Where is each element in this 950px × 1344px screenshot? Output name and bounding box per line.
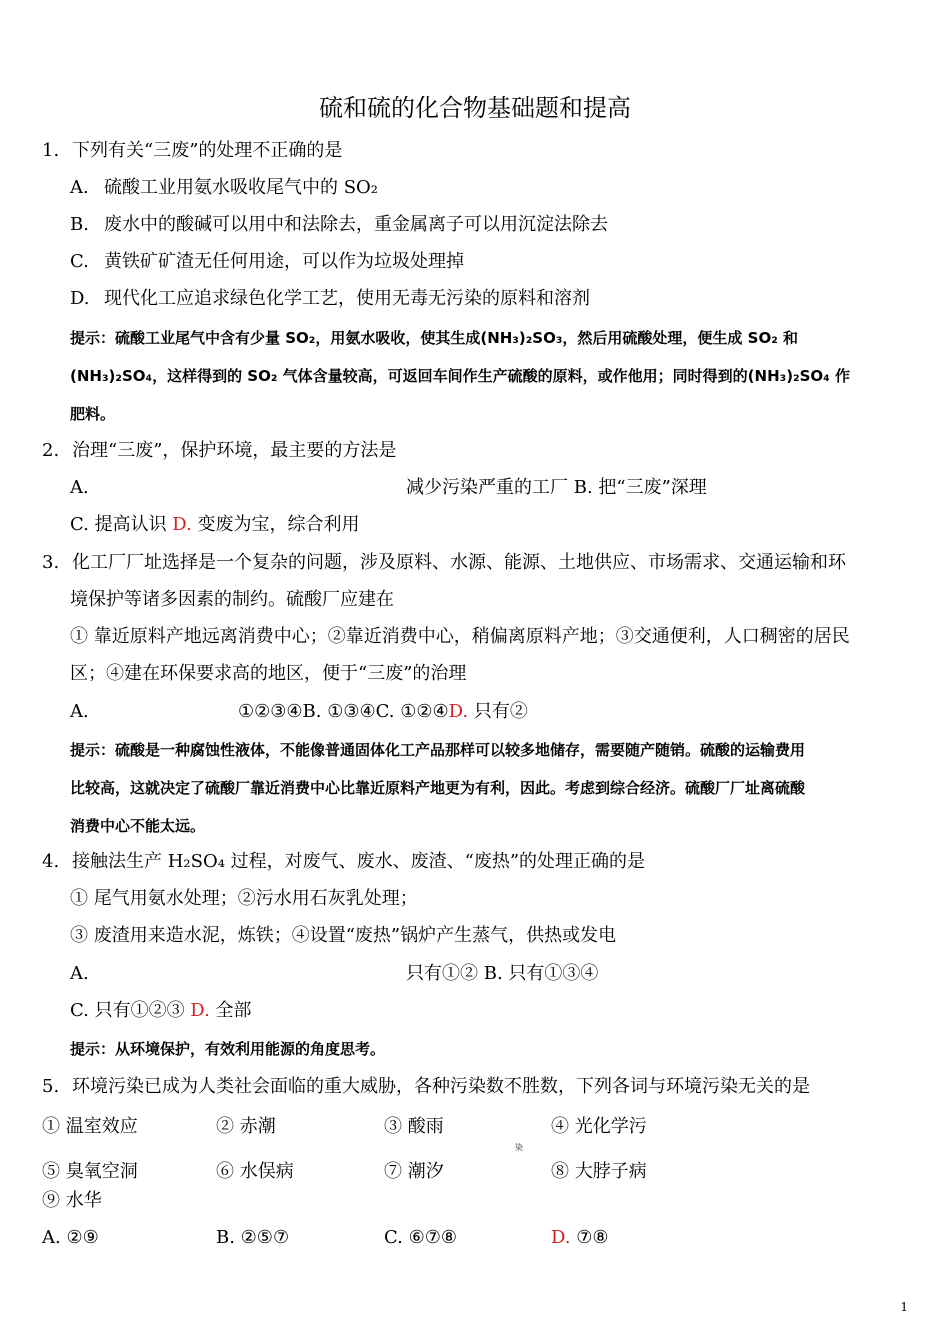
q1-hint: 提示：硫酸工业尾气中含有少量 SO₂，用氨水吸收，使其生成(NH₃)₂SO₃，然后用硫酸处理，便生成 SO₂ 和 (NH₃)₂SO₄，这样得到的 SO₂ 气体含量较高，可返回车间作生产硫酸的原料，或作他用；同时得到的(NH₃)₂SO₄ 作 肥料。 bbox=[70, 329, 850, 423]
q1-option-d: D. 现代化工应追求绿色化学工艺，使用无毒无污染的原料和溶剂 bbox=[70, 288, 590, 309]
q4-hint: 提示：从环境保护，有效利用能源的角度思考。 bbox=[70, 1040, 386, 1058]
q2-options-ab: 减少污染严重的工厂 B. 把“三废”深理 bbox=[406, 477, 707, 498]
q3-hint: 提示：硫酸是一种腐蚀性液体，不能像普通固体化工产品那样可以较多地储存，需要随产随销。硫酸的运输费用 比较高，这就决定了硫酸厂靠近消费中心比靠近原料产地更为有利，因此。考虑到综合经济。硫酸厂厂址离硫酸 消费中心不能太远。 bbox=[70, 741, 806, 835]
answer-marker: D. bbox=[172, 514, 192, 535]
q5-item-4: ④ 光化学污 bbox=[551, 1116, 647, 1137]
q1-option-c: C. 黄铁矿矿渣无任何用途，可以作为垃圾处理掉 bbox=[70, 251, 464, 272]
q5-item-9: ⑨ 水华 bbox=[42, 1190, 102, 1211]
question-stem: 下列有关“三废”的处理不正确的是 bbox=[72, 140, 343, 161]
q1-option-a: A. 硫酸工业用氨水吸收尾气中的 SO₂ bbox=[70, 177, 379, 198]
q2-options-cd: C. 提高认识 D. 变废为宝，综合利用 bbox=[70, 514, 360, 535]
q5-option-a: A. ②⑨ bbox=[42, 1227, 99, 1248]
q4-option-a-label: A. bbox=[70, 963, 89, 984]
q5-option-c: C. ⑥⑦⑧ bbox=[384, 1227, 457, 1248]
question-5: 5. 环境污染已成为人类社会面临的重大威胁，各种污染数不胜数，下列各词与环境污染无关的是 bbox=[42, 1076, 810, 1097]
question-stem-cont: 境保护等诸多因素的制约。硫酸厂应建在 bbox=[70, 589, 394, 610]
question-stem: 接触法生产 H₂SO₄ 过程，对废气、废水、废渣、“废热”的处理正确的是 bbox=[72, 851, 646, 872]
page-title: 硫和硫的化合物基础题和提高 bbox=[319, 94, 631, 122]
q5-option-d: D. ⑦⑧ bbox=[551, 1227, 609, 1248]
answer-marker: D. bbox=[551, 1227, 571, 1248]
question-stem: 治理“三废”，保护环境，最主要的方法是 bbox=[72, 440, 397, 461]
q4-options-cd: C. 只有①②③ D. 全部 bbox=[70, 1000, 252, 1021]
q5-item-6: ⑥ 水俣病 bbox=[216, 1161, 294, 1182]
q4-conditions-1: ① 尾气用氨水处理；②污水用石灰乳处理； bbox=[70, 888, 418, 909]
q2-option-a-label: A. bbox=[70, 477, 89, 498]
q5-item-3: ③ 酸雨 bbox=[384, 1116, 444, 1137]
question-1 bbox=[42, 132, 912, 170]
question-number: 1. bbox=[42, 140, 60, 161]
question-stem: 化工厂厂址选择是一个复杂的问题，涉及原料、水源、能源、土地供应、市场需求、交通运输和环 bbox=[72, 552, 846, 573]
q1-option-b: B. 废水中的酸碱可以用中和法除去，重金属离子可以用沉淀法除去 bbox=[70, 214, 608, 235]
q4-conditions-2: ③ 废渣用来造水泥，炼铁；④设置“废热”锅炉产生蒸气，供热或发电 bbox=[70, 925, 617, 946]
overflow-glyph: 染 bbox=[515, 1143, 523, 1152]
question-stem: 环境污染已成为人类社会面临的重大威胁，各种污染数不胜数，下列各词与环境污染无关的是 bbox=[72, 1076, 810, 1097]
answer-marker: D. bbox=[448, 701, 469, 722]
q5-item-2: ② 赤潮 bbox=[216, 1116, 276, 1137]
q5-item-5: ⑤ 臭氧空洞 bbox=[42, 1161, 138, 1182]
q3-options: ①②③④B. ①③④C. ①②④D. 只有② bbox=[238, 701, 528, 722]
question-3: 3. 化工厂厂址选择是一个复杂的问题，涉及原料、水源、能源、土地供应、市场需求、交通运输和环 bbox=[42, 552, 846, 573]
q3-option-a-label: A. bbox=[70, 701, 89, 722]
question-2: 2. 治理“三废”，保护环境，最主要的方法是 bbox=[42, 440, 397, 461]
q3-conditions-1: ① 靠近原料产地远离消费中心；②靠近消费中心，稍偏离原料产地；③交通便利，人口稠密的居民 bbox=[70, 626, 850, 647]
answer-marker: D. bbox=[190, 1000, 210, 1021]
q3-conditions-2: 区；④建在环保要求高的地区，便于“三废”的治理 bbox=[70, 663, 467, 684]
q5-option-b: B. ②⑤⑦ bbox=[216, 1227, 290, 1248]
q5-item-1: ① 温室效应 bbox=[42, 1116, 138, 1137]
page-number: 1 bbox=[900, 1300, 908, 1314]
question-4: 4. 接触法生产 H₂SO₄ 过程，对废气、废水、废渣、“废热”的处理正确的是 bbox=[42, 851, 646, 872]
q5-item-7: ⑦ 潮汐 bbox=[384, 1161, 444, 1182]
q5-item-8: ⑧ 大脖子病 bbox=[551, 1161, 647, 1182]
q4-options-ab: 只有①② B. 只有①③④ bbox=[406, 963, 599, 984]
